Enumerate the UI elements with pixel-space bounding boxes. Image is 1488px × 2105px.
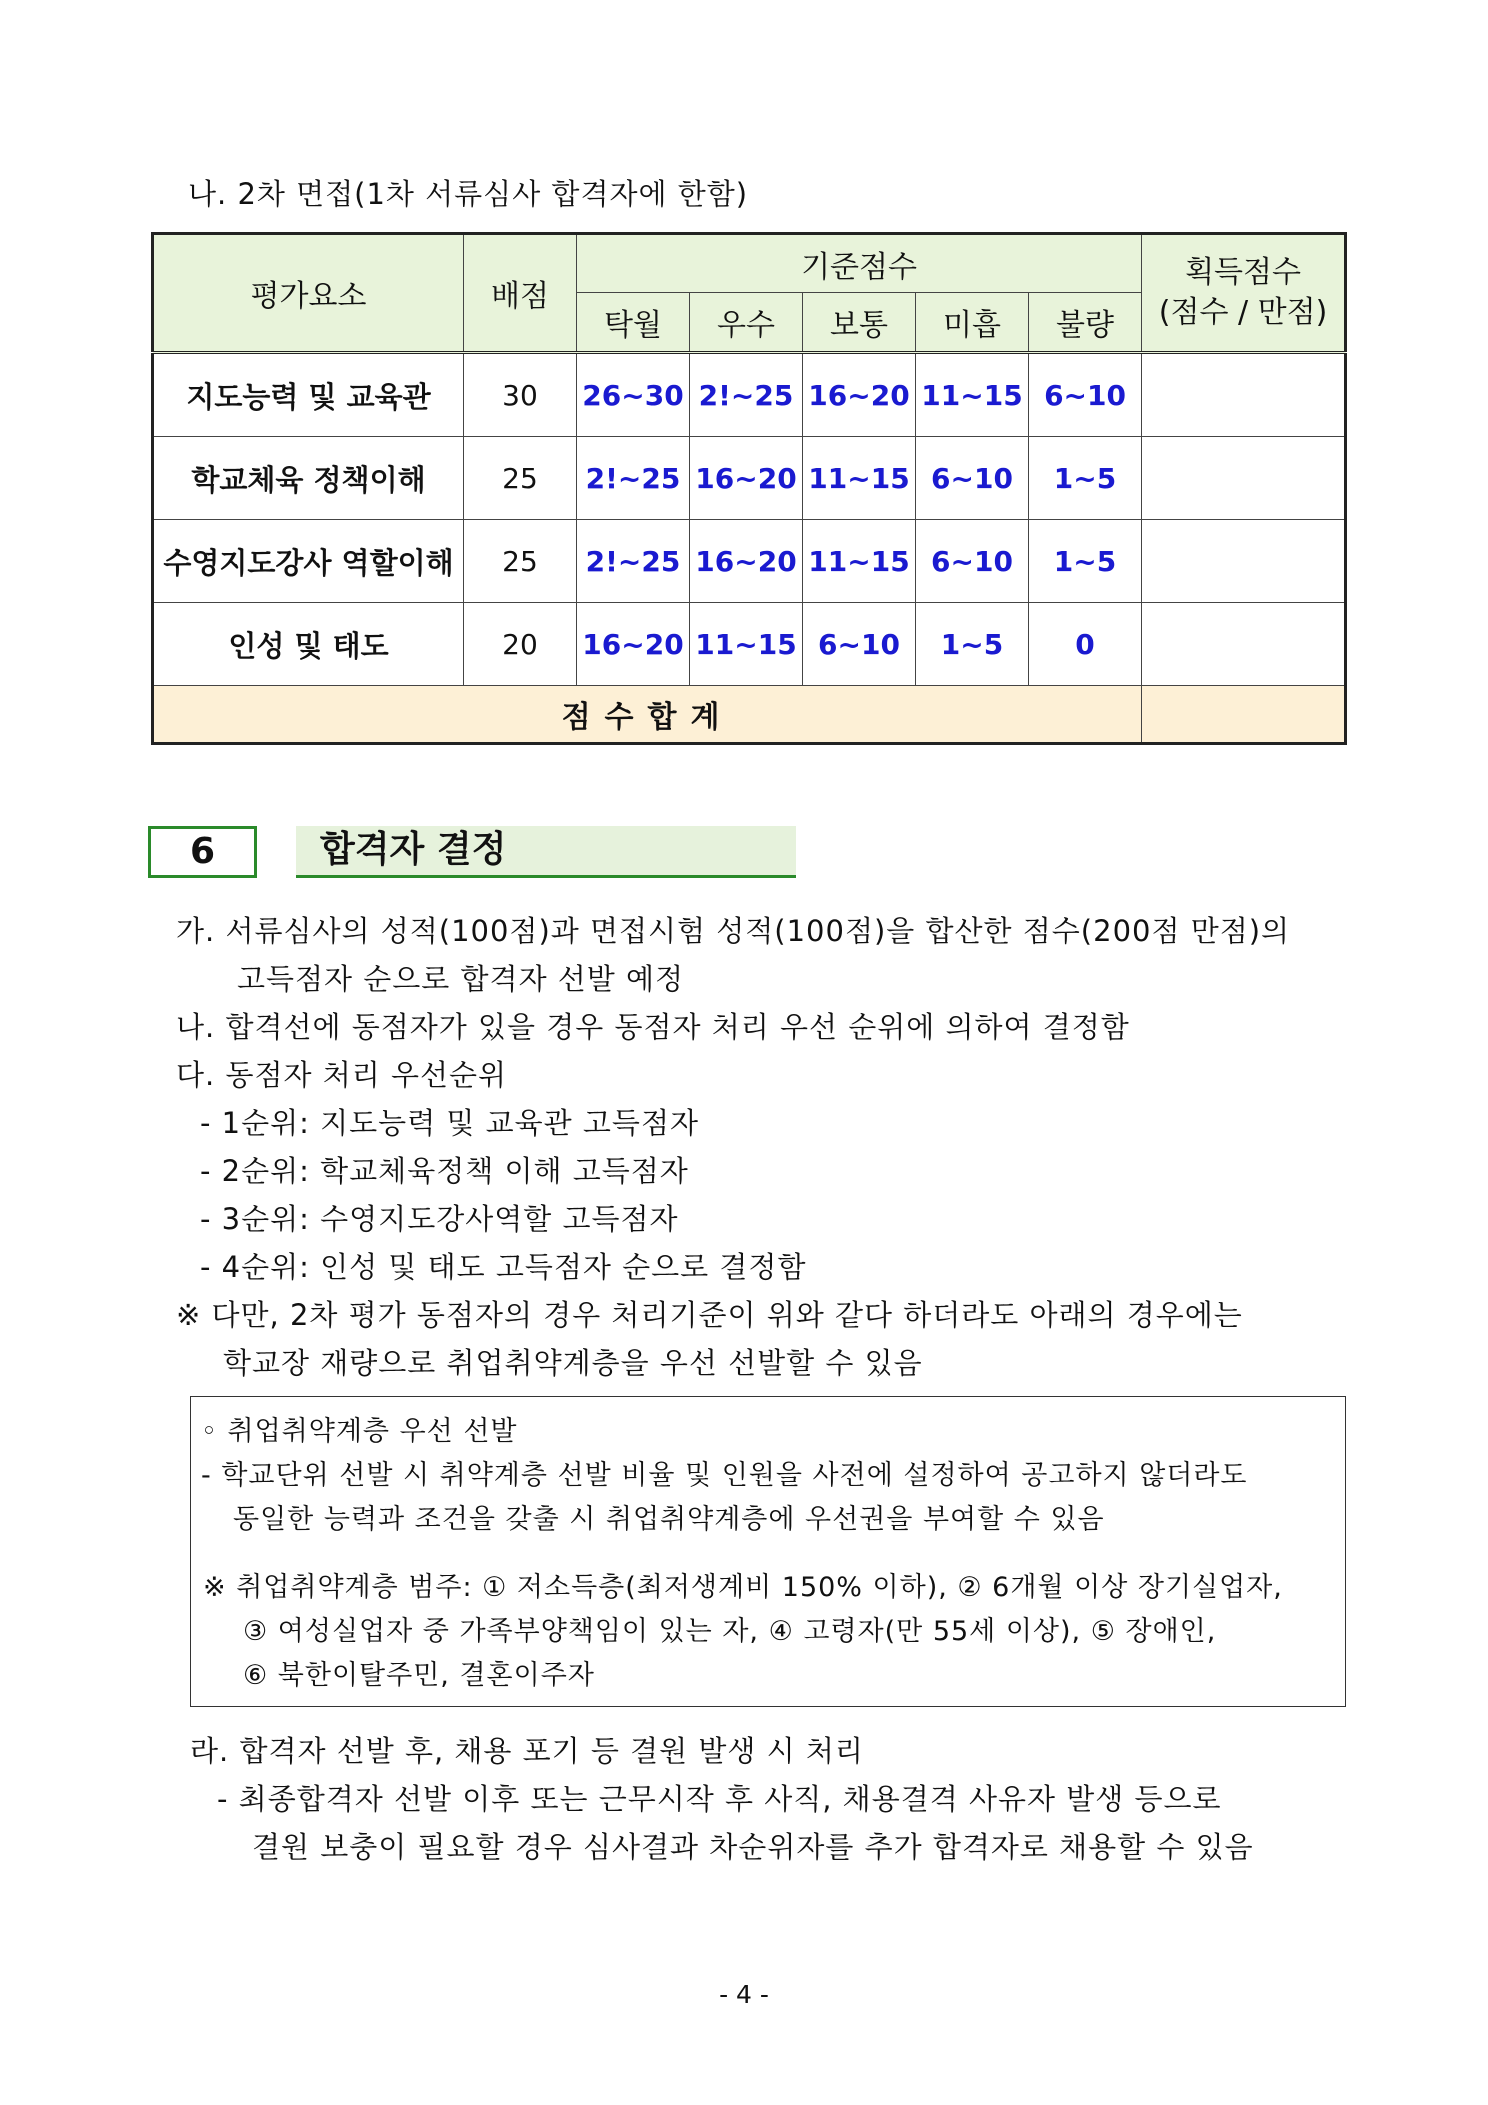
section-number: 6 bbox=[148, 826, 257, 878]
score-table bbox=[151, 232, 1347, 745]
row-score: 6~10 bbox=[803, 603, 916, 686]
box-line2: - 학교단위 선발 시 취약계층 선발 비율 및 인원을 사전에 설정하여 공고하지 않더라도 bbox=[201, 1460, 1248, 1491]
row-obtained bbox=[1142, 603, 1346, 686]
total-label: 점수합계 bbox=[153, 686, 1142, 744]
header-obtained-line1: 획득점수 bbox=[1185, 255, 1301, 290]
section-title: 합격자 결정 bbox=[296, 826, 796, 878]
total-row bbox=[153, 686, 1346, 744]
row-points: 25 bbox=[464, 437, 577, 520]
row-points: 25 bbox=[464, 520, 577, 603]
box-line3: 동일한 능력과 조건을 갖출 시 취업취약계층에 우선권을 부여할 수 있음 bbox=[233, 1504, 1105, 1535]
row-score: 16~20 bbox=[577, 603, 690, 686]
page-number: - 4 - bbox=[719, 1980, 769, 2009]
row-item: 인성 및 태도 bbox=[153, 603, 464, 686]
header-obtained bbox=[1142, 234, 1346, 353]
table-row bbox=[153, 353, 1346, 437]
paragraph-ra-line3: 결원 보충이 필요할 경우 심사결과 차순위자를 추가 합격자로 채용할 수 있음 bbox=[252, 1830, 1254, 1864]
row-score: 11~15 bbox=[803, 520, 916, 603]
priority-1: - 1순위: 지도능력 및 교육관 고득점자 bbox=[200, 1106, 699, 1140]
grade-header: 불량 bbox=[1029, 293, 1142, 353]
row-score: 2!~25 bbox=[577, 520, 690, 603]
row-item: 수영지도강사 역할이해 bbox=[153, 520, 464, 603]
grade-header: 보통 bbox=[803, 293, 916, 353]
header-points: 배점 bbox=[464, 234, 577, 353]
paragraph-ga-line2: 고득점자 순으로 합격자 선발 예정 bbox=[237, 962, 685, 996]
row-score: 16~20 bbox=[690, 520, 803, 603]
header-criteria: 기준점수 bbox=[577, 234, 1142, 293]
header-item: 평가요소 bbox=[153, 234, 464, 353]
grade-header: 탁월 bbox=[577, 293, 690, 353]
paragraph-da: 다. 동점자 처리 우선순위 bbox=[176, 1058, 508, 1092]
paragraph-ra: 라. 합격자 선발 후, 채용 포기 등 결원 발생 시 처리 bbox=[190, 1734, 864, 1768]
box-line1: ◦ 취업취약계층 우선 선발 bbox=[201, 1416, 518, 1447]
note-line2: 학교장 재량으로 취업취약계층을 우선 선발할 수 있음 bbox=[223, 1346, 923, 1380]
row-score: 16~20 bbox=[690, 437, 803, 520]
table-row bbox=[153, 603, 1346, 686]
row-obtained bbox=[1142, 353, 1346, 437]
row-score: 6~10 bbox=[916, 437, 1029, 520]
row-score: 1~5 bbox=[1029, 437, 1142, 520]
priority-2: - 2순위: 학교체육정책 이해 고득점자 bbox=[200, 1154, 689, 1188]
row-score: 2!~25 bbox=[690, 353, 803, 437]
header-obtained-line2: (점수 / 만점) bbox=[1158, 295, 1328, 330]
priority-4: - 4순위: 인성 및 태도 고득점자 순으로 결정함 bbox=[200, 1250, 807, 1284]
row-score: 26~30 bbox=[577, 353, 690, 437]
table-row bbox=[153, 437, 1346, 520]
paragraph-ra-line2: - 최종합격자 선발 이후 또는 근무시작 후 사직, 채용결격 사유자 발생 등으로 bbox=[217, 1782, 1222, 1816]
grade-header: 우수 bbox=[690, 293, 803, 353]
row-score: 11~15 bbox=[803, 437, 916, 520]
vulnerable-group-box bbox=[190, 1396, 1346, 1707]
paragraph-ga-line1: 가. 서류심사의 성적(100점)과 면접시험 성적(100점)을 합산한 점수(200점 만점)의 bbox=[176, 914, 1291, 948]
row-obtained bbox=[1142, 520, 1346, 603]
total-obtained bbox=[1142, 686, 1346, 744]
row-score: 6~10 bbox=[916, 520, 1029, 603]
row-score: 11~15 bbox=[916, 353, 1029, 437]
row-item: 지도능력 및 교육관 bbox=[153, 353, 464, 437]
row-score: 6~10 bbox=[1029, 353, 1142, 437]
row-points: 20 bbox=[464, 603, 577, 686]
row-score: 1~5 bbox=[1029, 520, 1142, 603]
subheading: 나. 2차 면접(1차 서류심사 합격자에 한함) bbox=[188, 177, 749, 211]
priority-3: - 3순위: 수영지도강사역할 고득점자 bbox=[200, 1202, 679, 1236]
row-score: 2!~25 bbox=[577, 437, 690, 520]
row-points: 30 bbox=[464, 353, 577, 437]
box-line4: ※ 취업취약계층 범주: ① 저소득층(최저생계비 150% 이하), ② 6개월 이상 장기실업자, bbox=[203, 1572, 1283, 1603]
row-score: 1~5 bbox=[916, 603, 1029, 686]
grade-header: 미흡 bbox=[916, 293, 1029, 353]
paragraph-na: 나. 합격선에 동점자가 있을 경우 동점자 처리 우선 순위에 의하여 결정함 bbox=[176, 1010, 1130, 1044]
box-line6: ⑥ 북한이탈주민, 결혼이주자 bbox=[243, 1660, 595, 1691]
row-score: 11~15 bbox=[690, 603, 803, 686]
row-obtained bbox=[1142, 437, 1346, 520]
row-score: 16~20 bbox=[803, 353, 916, 437]
row-score: 0 bbox=[1029, 603, 1142, 686]
row-item: 학교체육 정책이해 bbox=[153, 437, 464, 520]
table-row bbox=[153, 520, 1346, 603]
note-line1: ※ 다만, 2차 평가 동점자의 경우 처리기준이 위와 같다 하더라도 아래의 경우에는 bbox=[176, 1298, 1243, 1332]
box-line5: ③ 여성실업자 중 가족부양책임이 있는 자, ④ 고령자(만 55세 이상), ⑤ 장애인, bbox=[243, 1616, 1217, 1647]
